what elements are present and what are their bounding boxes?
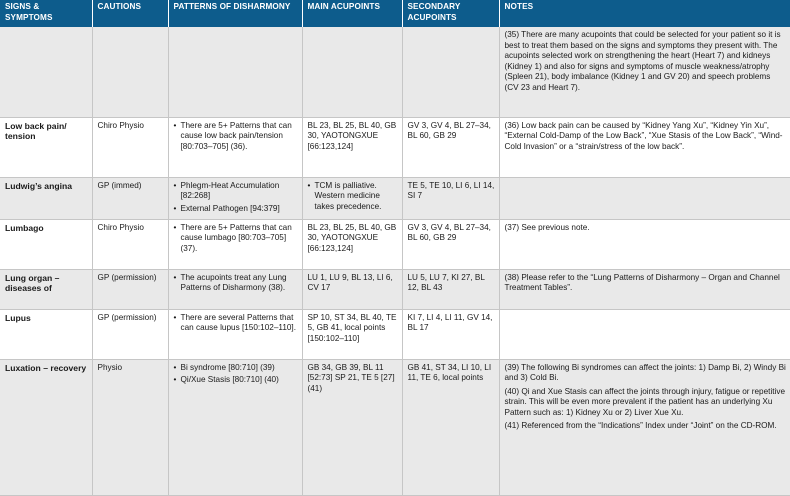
table-row: [0, 269, 790, 309]
secondary-acupoints-cell: KI 7, LI 4, LI 11, GV 14, BL 17: [402, 309, 499, 359]
symptom-cell: Lupus: [0, 309, 92, 359]
header-main-acupoints: MAIN ACUPOINTS: [302, 0, 402, 27]
patterns-cell: [168, 27, 302, 117]
header-notes: NOTES: [499, 0, 790, 27]
patterns-cell: [168, 219, 302, 269]
table-header-row: [0, 0, 790, 27]
secondary-acupoints-cell: [402, 27, 499, 117]
symptom-cell: Luxation – recovery: [0, 359, 92, 495]
symptom-cell: Low back pain/ tension: [0, 117, 92, 177]
note-text: (36) Low back pain can be caused by “Kidney Yang Xu”, “Kidney Yin Xu”, “External Cold-Damp of the Low Back”, “Xue Stasis of the Low Back”, “Wind-Cold Invasion” or a “strain/stress of the low back”.: [504, 120, 783, 151]
caution-cell: Physio: [92, 359, 168, 495]
symptom-cell: [0, 27, 92, 117]
main-acupoints-cell: [302, 177, 402, 219]
symptom-cell: Ludwig’s angina: [0, 177, 92, 219]
header-symptoms: SIGNS & SYMPTOMS: [0, 0, 92, 27]
pattern-item: • There are several Patterns that can cause lupus [150:102–110].: [174, 313, 298, 334]
main-acupoint-note: • TCM is palliative. Western medicine takes precedence.: [308, 181, 398, 213]
table-row: [0, 359, 790, 495]
patterns-cell: [168, 177, 302, 219]
patterns-cell: [168, 309, 302, 359]
notes-cell: [499, 219, 790, 269]
note-text: (38) Please refer to the “Lung Patterns of Disharmony – Organ and Channel Treatment Tables”.: [504, 272, 780, 293]
note-text: (41) Referenced from the “Indications” Index under “Joint” on the CD-ROM.: [504, 421, 777, 431]
pattern-item: • There are 5+ Patterns that can cause low back pain/tension [80:703–705] (36).: [174, 121, 298, 153]
secondary-acupoints-cell: GB 41, ST 34, LI 10, LI 11, TE 6, local points: [402, 359, 499, 495]
header-patterns: PATTERNS OF DISHARMONY: [168, 0, 302, 27]
main-acupoints-cell: GB 34, GB 39, BL 11 [52:73] SP 21, TE 5 [27] (41): [302, 359, 402, 495]
caution-cell: GP (immed): [92, 177, 168, 219]
table-row: [0, 27, 790, 117]
secondary-acupoints-cell: GV 3, GV 4, BL 27–34, BL 60, GB 29: [402, 117, 499, 177]
notes-cell: [499, 27, 790, 117]
table-row: [0, 309, 790, 359]
note-text: (39) The following Bi syndromes can affect the joints: 1) Damp Bi, 2) Windy Bi and 3) Cold Bi.: [504, 362, 786, 383]
note-text: (37) See previous note.: [504, 222, 590, 232]
table-row: [0, 219, 790, 269]
pattern-item: • Phlegm-Heat Accumulation [82:268]: [174, 181, 298, 202]
secondary-acupoints-cell: LU 5, LU 7, KI 27, BL 12, BL 43: [402, 269, 499, 309]
main-acupoints-cell: [302, 27, 402, 117]
notes-cell: [499, 117, 790, 177]
patterns-cell: [168, 269, 302, 309]
caution-cell: Chiro Physio: [92, 117, 168, 177]
caution-cell: GP (permission): [92, 269, 168, 309]
header-secondary-acupoints: SECONDARY ACUPOINTS: [402, 0, 499, 27]
caution-cell: Chiro Physio: [92, 219, 168, 269]
note-text: (40) Qi and Xue Stasis can affect the joints through injury, fatigue or repetitive strain. This will be even more prevalent if the patient has an underlying Xu Pattern such as: 1) Kidney Xu or 2) Liver Xue Xu.: [504, 386, 786, 417]
symptom-cell: Lung organ – diseases of: [0, 269, 92, 309]
main-acupoints-cell: BL 23, BL 25, BL 40, GB 30, YAOTONGXUE [66:123,124]: [302, 117, 402, 177]
pattern-item: • Qi/Xue Stasis [80:710] (40): [174, 375, 298, 386]
table-row: [0, 117, 790, 177]
notes-cell: [499, 177, 790, 219]
note-text: (35) There are many acupoints that could be selected for your patient so it is best to treat them based on the signs and symptoms they present with. The acupoints selected work on strengthening the heart (Heart 7) and kidneys (Kidney 1) and also for signs and symptoms of muscle weakness/atrophy (Spleen 21), body imbalance (Kidney 1 and GV 20) and speech problems (CV 23 and Heart 7).: [504, 30, 781, 92]
pattern-item: • External Pathogen [94:379]: [174, 204, 298, 215]
caution-cell: [92, 27, 168, 117]
notes-cell: [499, 359, 790, 495]
notes-cell: [499, 269, 790, 309]
main-acupoints-cell: BL 23, BL 25, BL 40, GB 30, YAOTONGXUE [66:123,124]: [302, 219, 402, 269]
secondary-acupoints-cell: GV 3, GV 4, BL 27–34, BL 60, GB 29: [402, 219, 499, 269]
pattern-item: • There are 5+ Patterns that can cause lumbago [80:703–705] (37).: [174, 223, 298, 255]
header-cautions: CAUTIONS: [92, 0, 168, 27]
notes-cell: [499, 309, 790, 359]
pattern-item: • The acupoints treat any Lung Patterns of Disharmony (38).: [174, 273, 298, 294]
patterns-cell: [168, 117, 302, 177]
main-acupoints-cell: SP 10, ST 34, BL 40, TE 5, GB 41, local points [150:102–110]: [302, 309, 402, 359]
pattern-item: • Bi syndrome [80:710] (39): [174, 363, 298, 374]
caution-cell: GP (permission): [92, 309, 168, 359]
symptom-cell: Lumbago: [0, 219, 92, 269]
table-row: [0, 177, 790, 219]
main-acupoints-cell: LU 1, LU 9, BL 13, LI 6, CV 17: [302, 269, 402, 309]
secondary-acupoints-cell: TE 5, TE 10, LI 6, LI 14, SI 7: [402, 177, 499, 219]
patterns-cell: [168, 359, 302, 495]
